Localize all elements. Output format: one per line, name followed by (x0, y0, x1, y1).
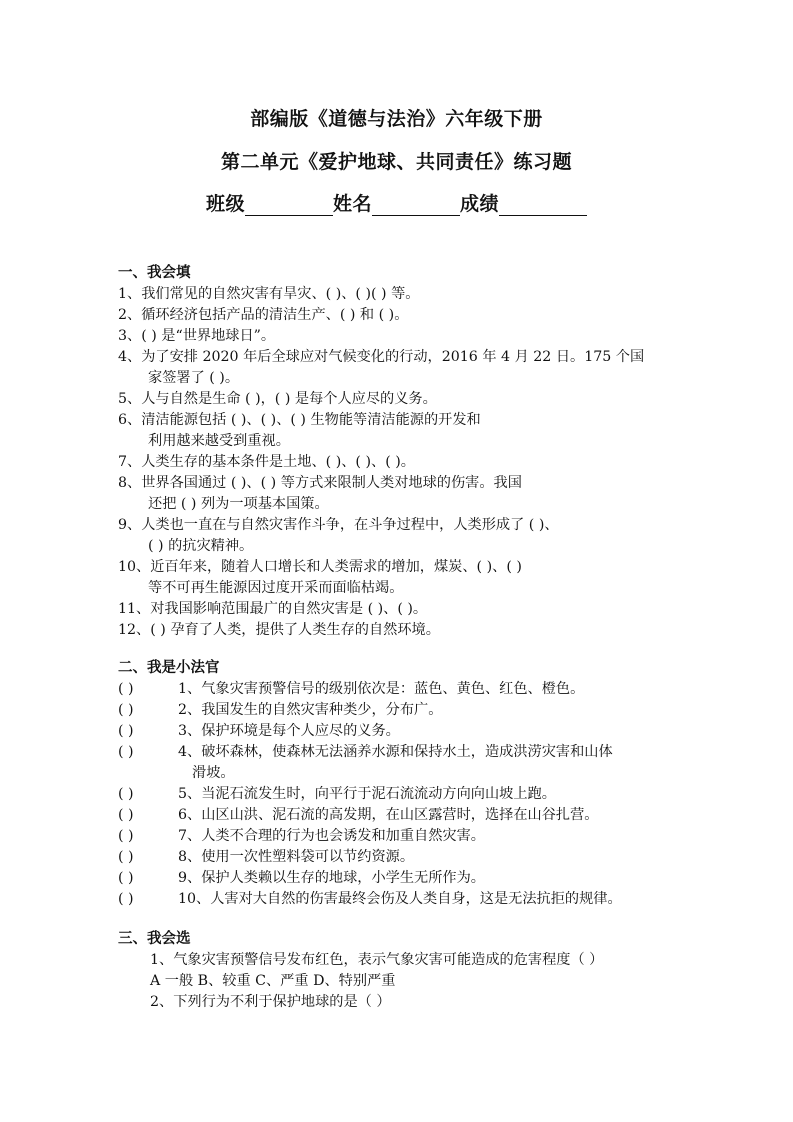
choice-question: 2、下列行为不利于保护地球的是（ ） (150, 994, 391, 1010)
judge-item (118, 826, 688, 847)
question-line: 11、对我国影响范围最广的自然灾害是 ( )、( )。 (118, 601, 428, 617)
question-line: 1、我们常见的自然灾害有旱灾、( )、( )( ) 等。 (118, 286, 420, 302)
question-line-continued: 利用越来越受到重视。 (148, 433, 290, 449)
question-line-continued: 等不可再生能源因过度开采而面临枯竭。 (148, 580, 404, 596)
judge-text: 1、气象灾害预警信号的级别依次是：蓝色、黄色、红色、橙色。 (178, 681, 585, 697)
judge-text: 9、保护人类赖以生存的地球，小学生无所作为。 (178, 870, 485, 886)
class-blank[interactable] (245, 197, 333, 216)
answer-paren[interactable]: ( ) (118, 807, 134, 823)
name-label: 姓名 (332, 193, 372, 215)
judge-item (118, 847, 688, 868)
judge-text: 7、人类不合理的行为也会诱发和加重自然灾害。 (178, 828, 485, 844)
section-judge (118, 658, 688, 910)
section-heading: 三、我会选 (118, 931, 191, 947)
document-subtitle: 第二单元《爱护地球、共同责任》练习题 (220, 151, 572, 173)
question-line-continued: 家签署了 ( )。 (148, 370, 240, 386)
section-choice (118, 929, 688, 1013)
question-line: 5、人与自然是生命 ( )，( ) 是每个人应尽的义务。 (118, 391, 437, 407)
question-line-continued: ( ) 的抗灾精神。 (148, 538, 254, 554)
answer-paren[interactable]: ( ) (118, 681, 134, 697)
answer-paren[interactable]: ( ) (118, 723, 134, 739)
judge-item (118, 742, 688, 763)
choice-question: 1、气象灾害预警信号发布红色，表示气象灾害可能造成的危害程度（ ） (150, 952, 604, 968)
question-line: 4、为了安排 2020 年后全球应对气候变化的行动，2016 年 4 月 22 日。175 个国 (118, 349, 645, 365)
choice-options: A 一般 B、较重 C、严重 D、特别严重 (150, 973, 396, 989)
section-fill-in (118, 263, 688, 641)
document-title: 部编版《道德与法治》六年级下册 (250, 108, 543, 130)
judge-text: 2、我国发生的自然灾害种类少，分布广。 (178, 702, 443, 718)
class-label: 班级 (205, 193, 245, 215)
answer-paren[interactable]: ( ) (118, 891, 134, 907)
judge-text: 滑坡。 (192, 765, 235, 781)
judge-item (118, 784, 688, 805)
judge-text: 10、人害对大自然的伤害最终会伤及人类自身，这是无法抗拒的规律。 (178, 891, 622, 907)
answer-paren[interactable]: ( ) (118, 786, 134, 802)
judge-text: 4、破坏森林，使森林无法涵养水源和保持水土，造成洪涝灾害和山体 (178, 744, 613, 760)
judge-item-continued (118, 763, 688, 784)
judge-item (118, 679, 688, 700)
answer-paren[interactable]: ( ) (118, 828, 134, 844)
question-line: 6、清洁能源包括 ( )、( )、( ) 生物能等清洁能源的开发和 (118, 412, 481, 428)
judge-item (118, 805, 688, 826)
question-line: 10、近百年来，随着人口增长和人类需求的增加，煤炭、( )、( ) (118, 559, 522, 575)
answer-paren[interactable]: ( ) (118, 744, 134, 760)
question-line: 12、( ) 孕育了人类，提供了人类生存的自然环境。 (118, 622, 440, 638)
section-heading: 一、我会填 (118, 265, 191, 281)
score-blank[interactable] (499, 197, 587, 216)
judge-text: 5、当泥石流发生时，向平行于泥石流流动方向向山坡上跑。 (178, 786, 556, 802)
judge-item (118, 700, 688, 721)
judge-text: 6、山区山洪、泥石流的高发期，在山区露营时，选择在山谷扎营。 (178, 807, 599, 823)
question-line: 3、( ) 是“世界地球日”。 (118, 328, 276, 344)
answer-paren[interactable]: ( ) (118, 702, 134, 718)
student-info-row (0, 189, 793, 216)
score-label: 成绩 (460, 193, 500, 215)
question-line: 2、循环经济包括产品的清洁生产、( ) 和 ( )。 (118, 307, 409, 323)
answer-paren[interactable]: ( ) (118, 849, 134, 865)
judge-text: 3、保护环境是每个人应尽的义务。 (178, 723, 400, 739)
judge-item (118, 889, 688, 910)
question-line-continued: 还把 ( ) 列为一项基本国策。 (148, 496, 329, 512)
answer-paren[interactable]: ( ) (118, 870, 134, 886)
question-line: 7、人类生存的基本条件是土地、( )、( )、( )。 (118, 454, 415, 470)
judge-item (118, 868, 688, 889)
name-blank[interactable] (372, 197, 460, 216)
judge-text: 8、使用一次性塑料袋可以节约资源。 (178, 849, 415, 865)
question-line: 8、世界各国通过 ( )、( ) 等方式来限制人类对地球的伤害。我国 (118, 475, 522, 491)
question-line: 9、人类也一直在与自然灾害作斗争，在斗争过程中，人类形成了 ( )、 (118, 517, 559, 533)
judge-item (118, 721, 688, 742)
section-heading: 二、我是小法官 (118, 660, 220, 676)
